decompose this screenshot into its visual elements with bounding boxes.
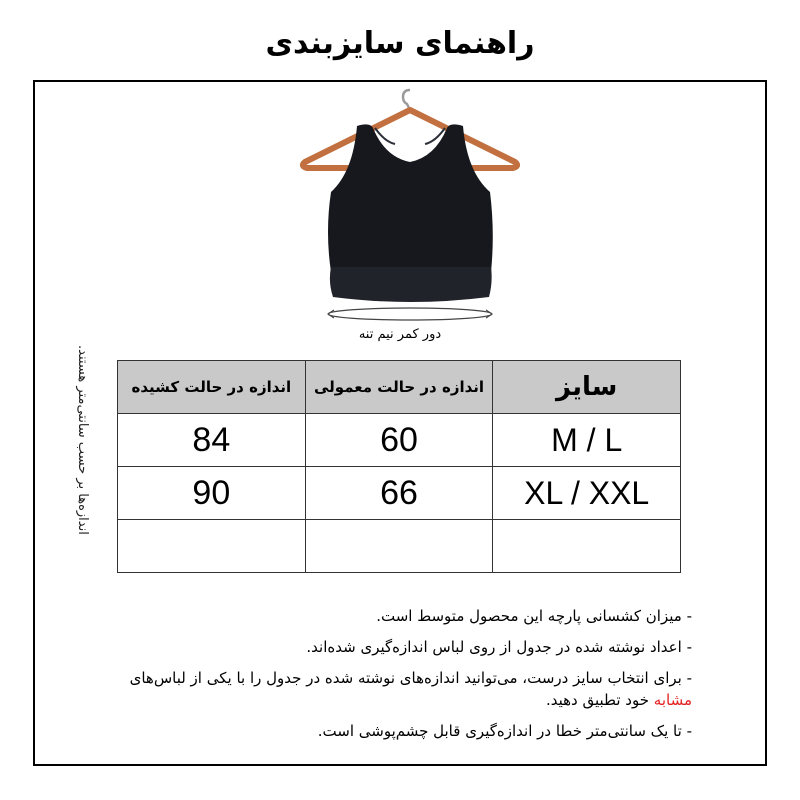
waist-measure-icon [328,308,492,320]
table-cell: 66 [305,467,493,520]
size-table [117,360,681,573]
note-item: - اعداد نوشته شده در جدول از روی لباس اندازه‌گیری شده‌اند. [12,636,692,658]
note-highlight: مشابه [653,691,692,709]
unit-note [70,345,92,585]
table-cell: 90 [118,467,306,520]
table-cell: 60 [305,414,493,467]
sports-bra-icon [328,124,493,302]
table-cell: 84 [118,414,306,467]
table-cell [493,520,681,573]
table-cell: M / L [493,414,681,467]
notes-list [12,605,732,751]
hanger-icon [303,90,517,168]
header-normal: اندازه در حالت معمولی [305,361,493,414]
table-cell: XL / XXL [493,467,681,520]
header-size: سایز [493,361,681,414]
note-item [12,667,692,711]
page-title: راهنمای سایزبندی [265,26,535,61]
table-cell [118,520,306,573]
table-row [118,520,681,573]
table-header-row [118,361,681,414]
header-stretched: اندازه در حالت کشیده [118,361,306,414]
table-row [118,467,681,520]
note-text: خود تطبیق دهید. [545,691,650,709]
note-text: برای انتخاب سایز درست، می‌توانید اندازه‌های نوشته شده در جدول را با یکی از لباس‌های [129,669,682,687]
unit-note-text: اندازه‌ها بر حسب سانتی‌متر هستند. [75,345,90,535]
waist-label: دور کمر نیم تنه [358,327,442,342]
table-cell [305,520,493,573]
note-item: - میزان کشسانی پارچه این محصول متوسط است. [12,605,692,627]
note-item: - تا یک سانتی‌متر خطا در اندازه‌گیری قابل چشم‌پوشی است. [12,720,692,742]
sports-bra-illustration [295,82,525,322]
table-row [118,414,681,467]
